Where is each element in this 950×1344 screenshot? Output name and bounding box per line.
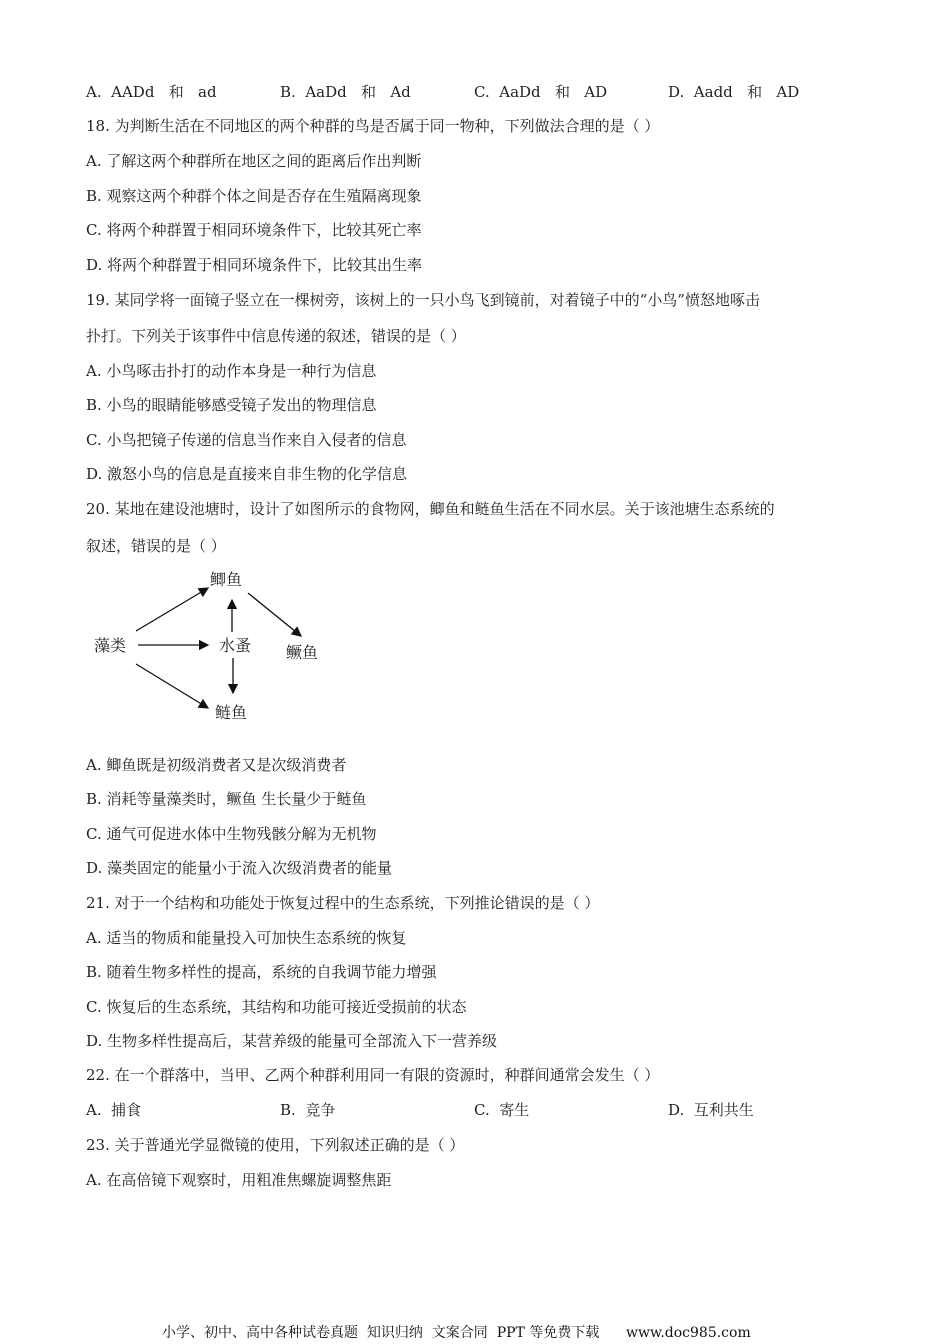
q19-option-b: B. 小鸟的眼睛能够感受镜子发出的物理信息: [86, 396, 377, 414]
q19-stem-1: 19. 某同学将一面镜子竖立在一棵树旁，该树上的一只小鸟飞到镜前，对着镜子中的“小鸟”愤怒地啄击: [86, 291, 760, 309]
option-a: A. 捕食: [86, 1101, 142, 1119]
footer-text: 小学、初中、高中各种试卷真题 知识归纳 文案合同 PPT 等免费下载 www.doc985.com: [162, 1325, 751, 1341]
option-b: B. AaDd 和 Ad: [280, 83, 411, 101]
q21-option-b: B. 随着生物多样性的提高，系统的自我调节能力增强: [86, 963, 437, 981]
q22-stem: 22. 在一个群落中，当甲、乙两个种群利用同一有限的资源时，种群间通常会发生（ ）: [86, 1066, 660, 1084]
option-d: D. 互利共生: [668, 1101, 754, 1119]
q19-option-c: C. 小鸟把镜子传递的信息当作来自入侵者的信息: [86, 431, 407, 449]
q21-option-d: D. 生物多样性提高后，某营养级的能量可全部流入下一营养级: [86, 1032, 498, 1050]
q19-option-d: D. 激怒小鸟的信息是直接来自非生物的化学信息: [86, 465, 408, 483]
q21-option-c: C. 恢复后的生态系统，其结构和功能可接近受损前的状态: [86, 998, 467, 1016]
q21-option-a: A. 适当的物质和能量投入可加快生态系统的恢复: [86, 929, 407, 947]
node-silver-carp: 鲢鱼: [215, 703, 248, 722]
q21-stem: 21. 对于一个结构和功能处于恢复过程中的生态系统，下列推论错误的是（ ）: [86, 894, 600, 912]
node-crucian: 鲫鱼: [210, 570, 243, 589]
q18-option-d: D. 将两个种群置于相同环境条件下，比较其出生率: [86, 256, 423, 274]
q20-option-c: C. 通气可促进水体中生物残骸分解为无机物: [86, 825, 377, 843]
q20-stem-1: 20. 某地在建设池塘时，设计了如图所示的食物网，鲫鱼和鲢鱼生活在不同水层。关于该池塘生态系统的: [86, 500, 775, 518]
q18-option-b: B. 观察这两个种群个体之间是否存在生殖隔离现象: [86, 187, 422, 205]
option-b: B. 竞争: [280, 1101, 336, 1119]
q19-stem-2: 扑打。下列关于该事件中信息传递的叙述，错误的是（ ）: [86, 327, 466, 345]
node-algae: 藻类: [94, 636, 127, 655]
q23-stem: 23. 关于普通光学显微镜的使用，下列叙述正确的是（ ）: [86, 1136, 465, 1154]
q18-option-c: C. 将两个种群置于相同环境条件下，比较其死亡率: [86, 221, 422, 239]
q20-stem-2: 叙述，错误的是（ ）: [86, 537, 226, 555]
node-water-flea: 水蚤: [219, 636, 252, 655]
q20-option-b: B. 消耗等量藻类时，鳜鱼 生长量少于鲢鱼: [86, 790, 367, 808]
option-d: D. Aadd 和 AD: [668, 83, 800, 101]
option-c: C. AaDd 和 AD: [474, 83, 608, 101]
q22-options: [86, 1100, 876, 1120]
q23-option-a: A. 在高倍镜下观察时，用粗准焦螺旋调整焦距: [86, 1171, 392, 1189]
q19-option-a: A. 小鸟啄击扑打的动作本身是一种行为信息: [86, 362, 377, 380]
arrow-algae-crucian: [136, 588, 208, 631]
food-web-arrows: [80, 560, 440, 740]
q18-option-a: A. 了解这两个种群所在地区之间的距离后作出判断: [86, 152, 422, 170]
q20-option-a: A. 鲫鱼既是初级消费者又是次级消费者: [86, 756, 347, 774]
option-a: A. AADd 和 ad: [86, 83, 217, 101]
node-mandarin-fish: 鳜鱼: [286, 643, 319, 662]
arrow-crucian-mandarin: [248, 593, 301, 636]
option-c: C. 寄生: [474, 1101, 530, 1119]
arrow-algae-silvercarp: [136, 664, 208, 708]
q18-stem: 18. 为判断生活在不同地区的两个种群的鸟是否属于同一物种，下列做法合理的是（ ）: [86, 117, 660, 135]
q20-option-d: D. 藻类固定的能量小于流入次级消费者的能量: [86, 859, 393, 877]
q17-options: [86, 82, 876, 102]
